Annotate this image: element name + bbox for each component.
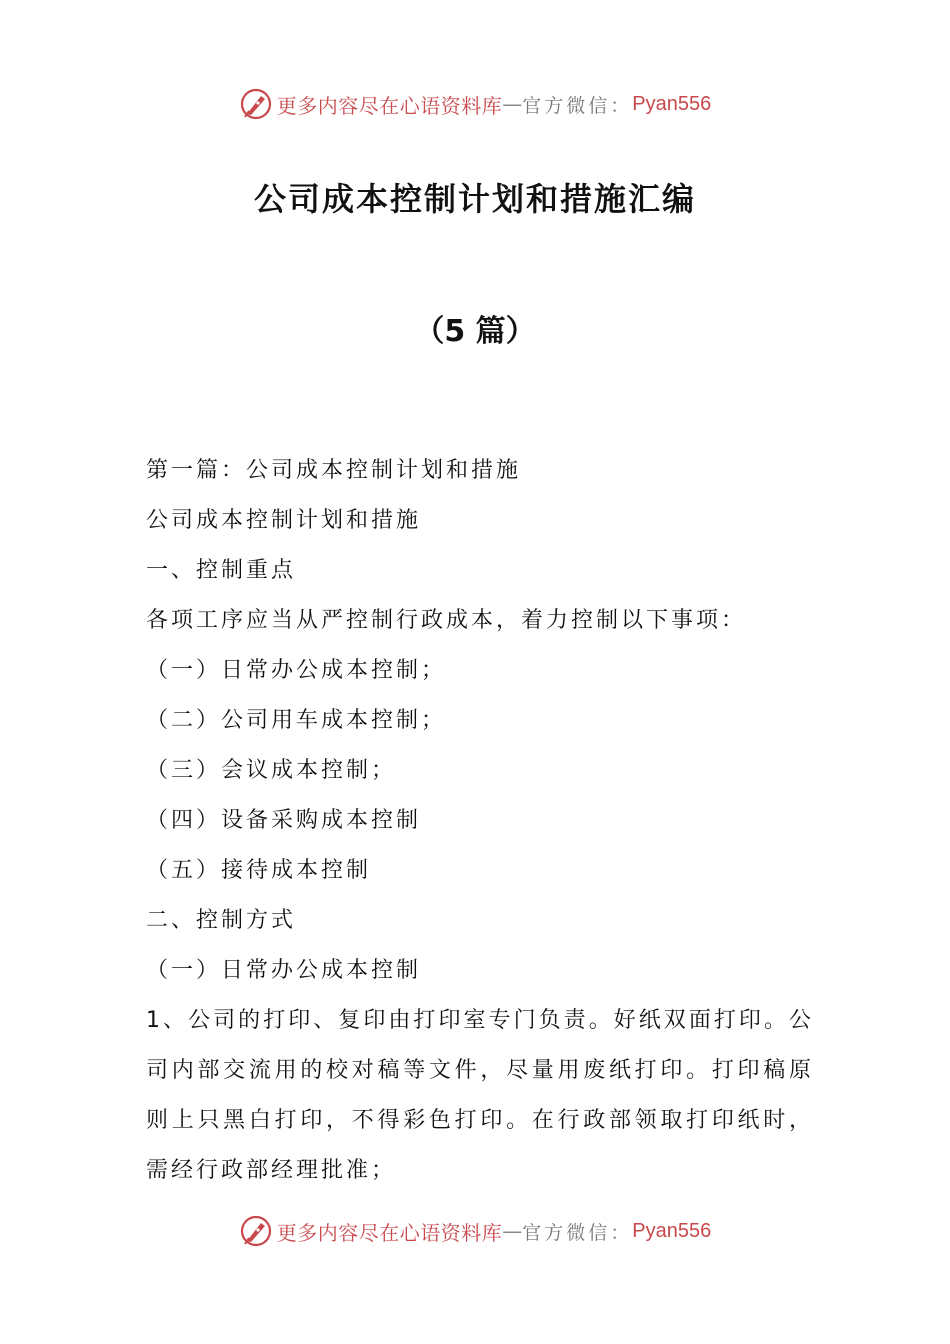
section-heading-chapter-one: 第一篇：公司成本控制计划和措施 (146, 458, 522, 483)
footer-watermark (0, 1211, 950, 1251)
quill-pen-logo-icon (239, 87, 273, 121)
header-watermark (0, 84, 950, 124)
watermark-dash: — (502, 92, 523, 116)
watermark-wechat-id: Pyan556 (632, 92, 712, 115)
list-item: （五）接待成本控制 (146, 858, 372, 883)
document-body (146, 446, 814, 1196)
watermark-official-label: 官方微信： (522, 94, 633, 117)
heading-control-focus: 一、控制重点 (146, 558, 297, 583)
list-item: （二）公司用车成本控制； (146, 708, 447, 733)
document-subtitle: （5 篇） (414, 314, 536, 349)
watermark-brand-text: 更多内容尽在心语资料库 (276, 93, 503, 118)
subheading-daily-office: （一）日常办公成本控制 (146, 958, 422, 983)
list-item: （一）日常办公成本控制； (146, 658, 447, 683)
quill-pen-logo-icon (239, 1214, 273, 1248)
body-paragraph: 1、公司的打印、复印由打印室专门负责。好纸双面打印。公司内部交流用的校对稿等文件，尽量用废纸打印。打印稿原则上只黑白打印，不得彩色打印。在行政部领取打印纸时，需经行政部经理批准； (146, 1008, 814, 1183)
watermark-brand-text: 更多内容尽在心语资料库 (276, 1220, 503, 1245)
section-title: 公司成本控制计划和措施 (146, 508, 422, 533)
watermark-dash: — (502, 1219, 523, 1243)
heading-control-method: 二、控制方式 (146, 908, 297, 933)
body-text-intro: 各项工序应当从严控制行政成本，着力控制以下事项： (146, 608, 747, 633)
list-item: （四）设备采购成本控制 (146, 808, 422, 833)
watermark-wechat-id: Pyan556 (632, 1219, 712, 1242)
list-item: （三）会议成本控制； (146, 758, 397, 783)
watermark-official-label: 官方微信： (522, 1221, 633, 1244)
document-title: 公司成本控制计划和措施汇编 (253, 180, 696, 218)
